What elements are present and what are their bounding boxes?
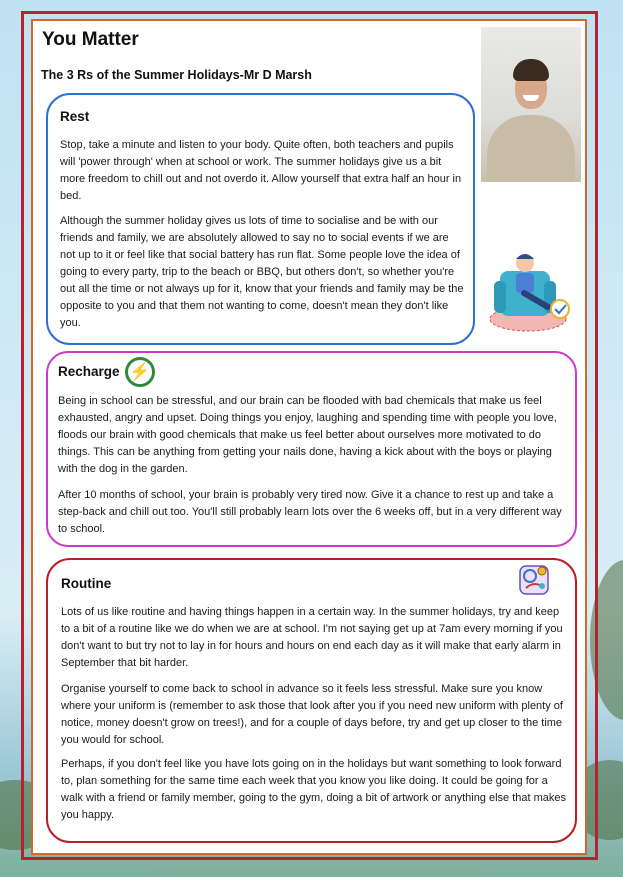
lightning-recharge-icon: ⚡	[125, 357, 155, 387]
recharge-section	[46, 351, 577, 547]
rest-paragraph-1: Stop, take a minute and listen to your body. Quite often, both teachers and pupils will 'power through' when at school or work. The summer holidays give us a bit more freedom to chill out and not overdo it. Allow yourself that extra half an hour in bed.	[60, 139, 462, 202]
author-photo	[481, 27, 581, 182]
page-subtitle: The 3 Rs of the Summer Holidays-Mr D Marsh	[41, 68, 312, 82]
relaxing-chair-illustration	[480, 241, 580, 341]
recharge-paragraph-2: After 10 months of school, your brain is probably very tired now. Give it a chance to rest up and take a step-back and chill out too. You'll still probably learn lots over the 6 weeks off, but in a very different way to school.	[58, 489, 562, 535]
rest-heading: Rest	[60, 109, 90, 124]
page-title: You Matter	[42, 29, 139, 50]
rest-paragraph-2: Although the summer holiday gives us lots of time to socialise and be with our friends and family, we are absolutely allowed to say no to social events if we are not up to it or feel like that social battery has run flat. Some people love the idea of going to every party, trip to the beach or BBQ, but others don't, so whether you're out all the time or not always up for it, know that your friends and family may be the opposite to you and that them not wanting to come, doesn't mean they don't like you.	[60, 215, 464, 329]
routine-paragraph-3: Perhaps, if you don't feel like you have lots going on in the holidays but want something to look forward to, plan something for the same time each week that you know you like doing. It could be going for a walk with a friend or family member, going to the gym, doing a bit of artwork or anything else that makes you happy.	[61, 758, 567, 821]
photo-hair-shape	[513, 59, 549, 81]
newsletter-page	[31, 19, 587, 855]
photo-body-shape	[487, 115, 575, 182]
routine-paragraph-1: Lots of us like routine and having things happen in a certain way. In the summer holidays, try and keep to a bit of a routine like we do when we are at school. I'm not saying get up at 7am every morning if you don't want to but try not to lay in for hours and hours on end each day as it will make that early alarm in September that bit harder.	[61, 606, 563, 669]
footer-strip	[150, 866, 480, 874]
rest-section	[46, 93, 475, 345]
routine-section	[46, 558, 577, 843]
routine-cycle-icon	[518, 562, 552, 596]
recharge-paragraph-1: Being in school can be stressful, and our brain can be flooded with bad chemicals that make us feel exhausted, angry and upset. Doing things you enjoy, laughing and spending time with people you love, floods our brain with good chemicals that make us feel better about ourselves more motivated to do things. This can be anything from getting your nails done, having a kick about with the boys or playing with the dog in the garden.	[58, 395, 557, 475]
routine-paragraph-2: Organise yourself to come back to school in advance so it feels less stressful. Make sure you know where your uniform is (remember to ask those that look after you if you need new uniform with plenty of notice, money doesn't grow on trees!), and for a couple of days before, try and get up closer to the time you would for school.	[61, 683, 563, 746]
routine-heading: Routine	[61, 576, 112, 591]
recharge-heading: Recharge	[58, 364, 120, 379]
